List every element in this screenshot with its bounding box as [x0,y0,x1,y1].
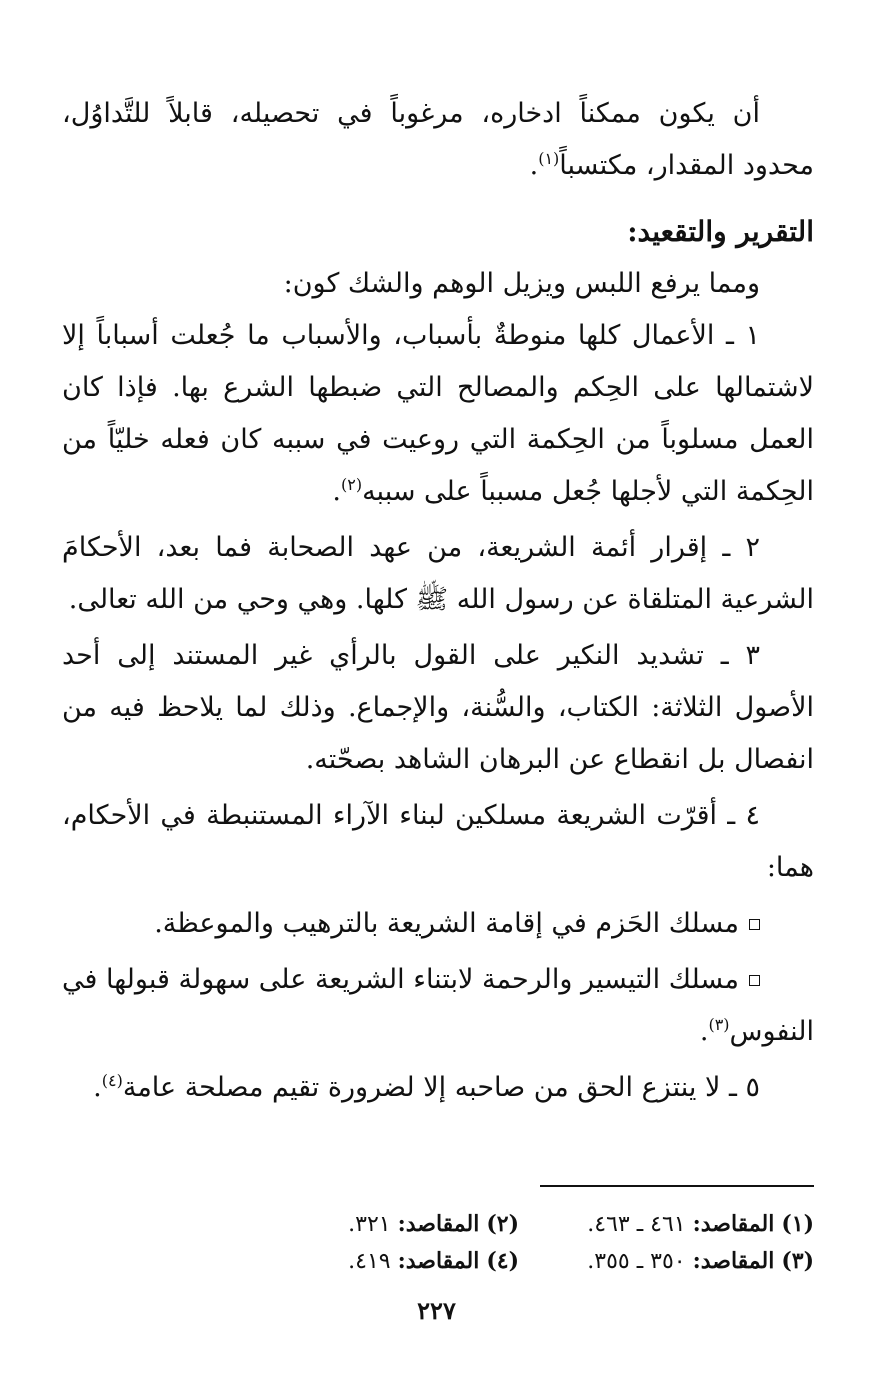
footnote-3 [519,1243,814,1280]
square-bullet-icon [749,919,760,930]
footnote-3-label: المقاصد: [692,1248,775,1274]
intro-end: . [529,150,539,181]
footnote-row [214,1206,814,1243]
intro-text: أن يكون ممكناً ادخاره، مرغوباً في تحصيله، قابلاً للتَّداوُل، محدود المقدار، مكتسباً [62,98,814,181]
item-1-end: . [332,476,341,507]
item-3-paragraph: ٣ ـ تشديد النكير على القول بالرأي غير المستند إلى أحد الأصول الثلاثة: الكتاب، والسُّنة، والإجماع. وذلك لما يلاحظ فيه من انفصال بل انقطاع عن البرهان الشاهد بصحّته. [62,640,814,775]
footnote-ref-1: (١) [538,149,560,168]
footnote-1-ref: ٤٦١ ـ ٤٦٣. [587,1212,686,1237]
bullet-2-text: مسلك التيسير والرحمة لابتناء الشريعة على سهولة قبولها في النفوس [62,964,814,1047]
footnote-4-label: المقاصد: [397,1248,480,1274]
footnote-3-num: (٣) [781,1248,814,1274]
footnote-row [214,1243,814,1280]
item-5-text: ٥ ـ لا ينتزع الحق من صاحبه إلا لضرورة تقيم مصلحة عامة [122,1072,760,1103]
bullet-2-end: . [699,1016,709,1047]
footnote-2 [224,1206,519,1243]
footnote-1 [519,1206,814,1243]
section-heading: التقرير والتقعيد: [627,215,814,248]
footnotes [214,1206,814,1280]
page-body [62,88,814,1114]
page-number: ٢٢٧ [417,1296,456,1325]
item-5-end: . [93,1072,102,1103]
square-bullet-icon [749,975,760,986]
item-5-paragraph [62,1062,814,1114]
footnote-separator [540,1185,814,1187]
footnote-1-label: المقاصد: [692,1211,775,1237]
footnote-2-label: المقاصد: [397,1211,480,1237]
item-4-paragraph: ٤ ـ أقرّت الشريعة مسلكين لبناء الآراء المستنبطة في الأحكام، هما: [62,800,814,883]
footnote-2-ref: ٣٢١. [348,1212,391,1237]
lead-paragraph: ومما يرفع اللبس ويزيل الوهم والشك كون: [283,268,760,299]
footnote-4-num: (٤) [486,1248,519,1274]
item-1-paragraph [62,310,814,518]
item-2-paragraph: ٢ ـ إقرار أئمة الشريعة، من عهد الصحابة فما بعد، الأحكامَ الشرعية المتلقاة عن رسول الله ﷺ كلها. وهي وحي من الله تعالى. [62,532,814,615]
footnote-ref-4: (٤) [101,1071,123,1090]
bullet-1-text: مسلك الحَزم في إقامة الشريعة بالترهيب والموعظة. [154,908,739,939]
footnote-2-num: (٢) [486,1211,519,1237]
footnote-4-ref: ٤١٩. [348,1249,391,1274]
footnote-4 [224,1243,519,1280]
footnote-ref-3: (٣) [708,1015,730,1034]
bullet-2 [62,954,814,1058]
bullet-1 [62,898,814,950]
footnote-1-num: (١) [781,1211,814,1237]
item-1-text: ١ ـ الأعمال كلها منوطةٌ بأسباب، والأسباب ما جُعلت أسباباً إلا لاشتمالها على الحِكم والمصالح التي ضبطها الشرع بها. فإذا كان العمل مسلوباً من الحِكمة التي روعيت في سببه كان فعله خليّاً من الحِكمة التي لأجلها جُعل مسبباً على سببه [62,320,814,507]
footnote-ref-2: (٢) [340,475,363,494]
footnote-3-ref: ٣٥٠ ـ ٣٥٥. [587,1249,686,1274]
intro-paragraph [62,88,814,192]
